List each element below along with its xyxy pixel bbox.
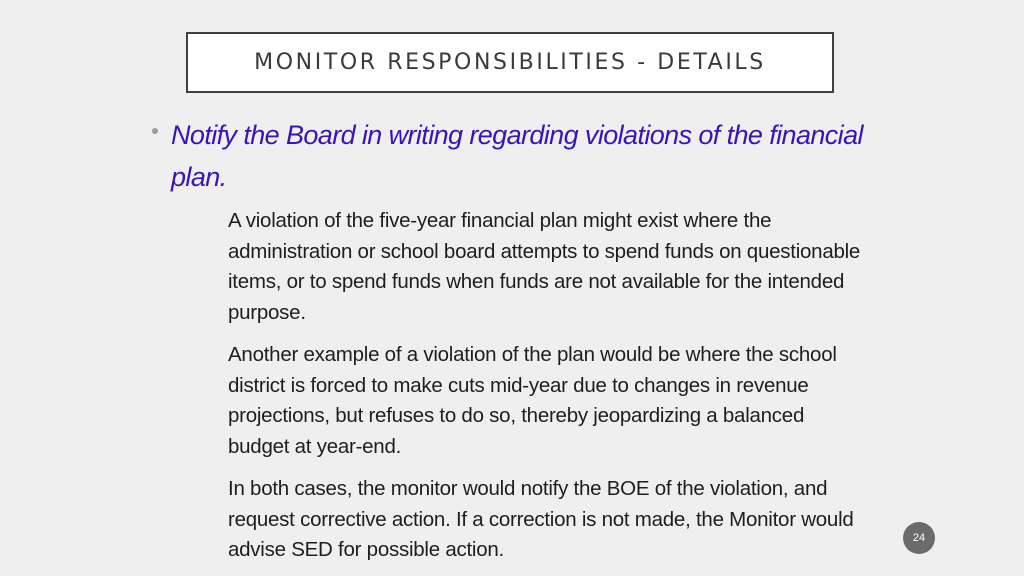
bullet-heading: Notify the Board in writing regarding violations of the financial plan.: [171, 120, 863, 192]
slide-title: MONITOR RESPONSIBILITIES - DETAILS: [254, 50, 766, 75]
bullet-item: [152, 114, 872, 198]
paragraph-text: Another example of a violation of the plan would be where the school district is forced to make cuts mid-year due to changes in revenue projections, but refuses to do so, thereby jeopardizing a balanced budget at year-end.: [228, 343, 837, 459]
sub-paragraph-2: [228, 340, 868, 463]
sub-paragraph-3: [228, 474, 868, 566]
page-number-badge: 24: [903, 522, 935, 554]
title-box: [186, 32, 834, 93]
paragraph-text: In both cases, the monitor would notify the BOE of the violation, and request corrective action. If a correction is not made, the Monitor would advise SED for possible action.: [228, 477, 854, 562]
sub-paragraph-1: [228, 206, 868, 329]
bullet-dot-icon: [152, 128, 158, 134]
paragraph-text: A violation of the five-year financial plan might exist where the administration or school board attempts to spend funds on questionable items, or to spend funds when funds are not available for the intended purpose.: [228, 209, 861, 325]
